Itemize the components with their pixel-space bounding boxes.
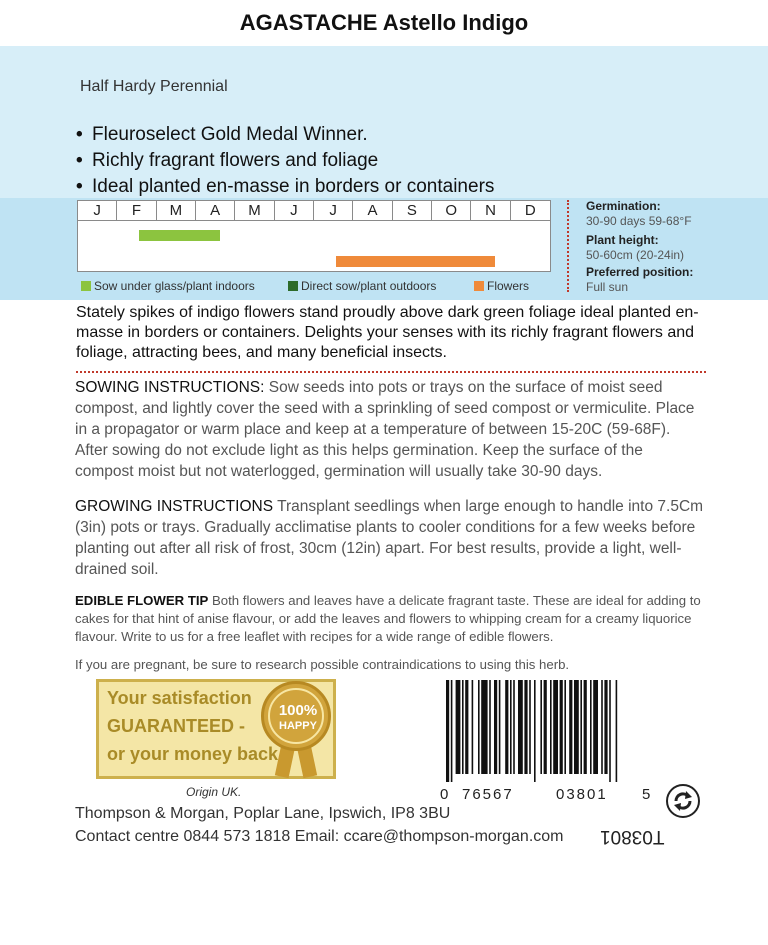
barcode-bar — [564, 680, 566, 774]
product-code: T03801 — [600, 826, 665, 847]
barcode-bar — [446, 680, 449, 782]
calendar-month: A — [353, 201, 392, 221]
edible-flower-tip — [75, 592, 705, 646]
badge-ring — [268, 688, 324, 744]
page-title: AGASTACHE Astello Indigo — [239, 10, 529, 35]
calendar-month: J — [314, 201, 353, 221]
spec-value: 50-60cm (20-24in) — [586, 248, 685, 262]
barcode-bar — [472, 680, 474, 774]
edible-text: Both flowers and leaves have a delicate fragrant taste. These are ideal for adding to cakes for that hint of anise flavour, or add the leaves and flowers to whipping cream for a creamy liquorice flavour. Write to us for a free leaflet with recipes for a wide range of edible flowers. — [75, 593, 701, 644]
calendar-month: J — [78, 201, 117, 221]
bullet-icon: • — [76, 124, 83, 145]
barcode-bar — [574, 680, 579, 774]
barcode-icon — [440, 680, 660, 782]
barcode-bar — [529, 680, 531, 774]
contact-info: Contact centre 0844 573 1818 Email: ccare@thompson-morgan.com — [75, 828, 564, 845]
barcode-bar — [505, 680, 508, 774]
barcode-lead-digit: 0 — [440, 786, 451, 803]
calendar-month: S — [393, 201, 432, 221]
feature-item — [76, 176, 494, 198]
calendar-month: F — [117, 201, 156, 221]
growing-heading: GROWING INSTRUCTIONS — [75, 498, 274, 515]
barcode-bar — [499, 680, 501, 774]
barcode-bar — [601, 680, 603, 774]
calendar-month: D — [511, 201, 550, 221]
growing-text: Transplant seedlings when large enough to handle into 7.5Cm (3in) pots or trays. Gradually acclimatise plants to cooler conditions for a few weeks before planting out after all risk of frost, 30cm (12in) apart. For best results, provide a light, well-drained soil. — [75, 498, 704, 578]
legend-label: Sow under glass/plant indoors — [94, 279, 255, 293]
dotted-divider — [76, 371, 706, 373]
legend-direct-sow — [288, 279, 436, 293]
calendar-month: O — [432, 201, 471, 221]
calendar-month: M — [157, 201, 196, 221]
origin-label: Origin UK. — [186, 785, 242, 799]
spec-label: Germination: — [586, 199, 661, 213]
barcode-bar — [590, 680, 592, 774]
barcode-bar — [494, 680, 497, 774]
growing-instructions — [75, 496, 705, 580]
barcode-bar — [593, 680, 598, 774]
product-description: Stately spikes of indigo flowers stand proudly above dark green foliage ideal planted en-masse in borders or containers. Delights your senses with its richly fragrant flowers and foliage, attracting bees, and many beneficial insects. — [76, 304, 699, 361]
barcode-bar — [489, 680, 491, 774]
vertical-divider — [567, 200, 569, 292]
pregnancy-warning: If you are pregnant, be sure to research possible contraindications to using this herb. — [75, 657, 570, 672]
barcode-bar — [462, 680, 464, 774]
legend-label: Flowers — [487, 279, 530, 293]
barcode-bar — [580, 680, 582, 774]
badge-percent: 100% — [278, 702, 318, 719]
guarantee-line: or your money back — [107, 744, 279, 764]
barcode-bar — [616, 680, 618, 782]
legend-sow-indoors — [81, 279, 255, 293]
barcode-bar — [540, 680, 542, 774]
barcode-bar — [518, 680, 523, 774]
bullet-icon: • — [76, 150, 83, 171]
spec-label: Plant height: — [586, 233, 659, 247]
barcode-bar — [510, 680, 512, 774]
guarantee-line: Your satisfaction — [107, 688, 252, 708]
sowing-calendar — [77, 200, 551, 272]
feature-text: Richly fragrant flowers and foliage — [92, 150, 379, 171]
sowing-instructions — [75, 377, 705, 482]
calendar-month: N — [471, 201, 510, 221]
sowing-heading: SOWING INSTRUCTIONS: — [75, 379, 265, 396]
barcode-bar — [465, 680, 468, 774]
barcode-bar — [534, 680, 536, 782]
calendar-bar-flowers — [336, 256, 495, 267]
barcode-bar — [550, 680, 552, 774]
legend-swatch — [474, 281, 484, 291]
barcode-bar — [569, 680, 572, 774]
barcode-bar — [560, 680, 563, 774]
calendar-month: M — [235, 201, 274, 221]
barcode-bar — [524, 680, 527, 774]
badge-word: HAPPY — [279, 720, 317, 732]
edible-heading: EDIBLE FLOWER TIP — [75, 593, 209, 608]
bullet-icon: • — [76, 176, 83, 197]
company-address: Thompson & Morgan, Poplar Lane, Ipswich, IP8 3BU — [75, 805, 451, 822]
spec-value: Full sun — [586, 280, 629, 294]
barcode-bar — [609, 680, 611, 782]
legend-label: Direct sow/plant outdoors — [301, 279, 437, 293]
barcode-bar — [553, 680, 558, 774]
spec-value: 30-90 days 59-68°F — [586, 214, 692, 228]
guarantee-line: GUARANTEED - — [107, 716, 245, 736]
barcode-bar — [451, 680, 453, 782]
barcode-left-digits: 76567 — [462, 786, 514, 803]
barcode-right-digits: 03801 — [556, 786, 608, 803]
sowing-text: Sow seeds into pots or trays on the surface of moist seed compost, and lightly cover the seed with a sprinkling of seed compost or vermiculite. Place in a propagator or warm place and keep at a temperature of between 15-20C (59-68F). After sowing do not exclude light as this helps germination. Keep the surface of the compost moist but not waterlogged, germination will usually take 30-90 days. — [75, 379, 695, 480]
barcode-bar — [584, 680, 587, 774]
spec-label: Preferred position: — [586, 265, 694, 279]
feature-text: Ideal planted en-masse in borders or containers — [92, 176, 495, 197]
barcode-bar — [513, 680, 515, 774]
barcode-bar — [604, 680, 607, 774]
legend-swatch — [81, 281, 91, 291]
barcode-bar — [544, 680, 547, 774]
recycle-icon — [666, 784, 700, 818]
legend-flowers — [474, 279, 529, 293]
barcode-bar — [456, 680, 461, 774]
feature-item — [76, 150, 378, 172]
calendar-month: A — [196, 201, 235, 221]
legend-swatch — [288, 281, 298, 291]
barcode-check-digit: 5 — [642, 786, 653, 803]
recycle-arrows — [668, 786, 698, 816]
calendar-month: J — [275, 201, 314, 221]
happy-badge-icon — [261, 681, 331, 751]
plant-type: Half Hardy Perennial — [80, 78, 228, 95]
calendar-bar-sow-indoors — [139, 230, 220, 241]
feature-item — [76, 124, 368, 146]
feature-text: Fleuroselect Gold Medal Winner. — [92, 124, 368, 145]
barcode-bar — [478, 680, 480, 774]
barcode-bar — [481, 680, 487, 774]
